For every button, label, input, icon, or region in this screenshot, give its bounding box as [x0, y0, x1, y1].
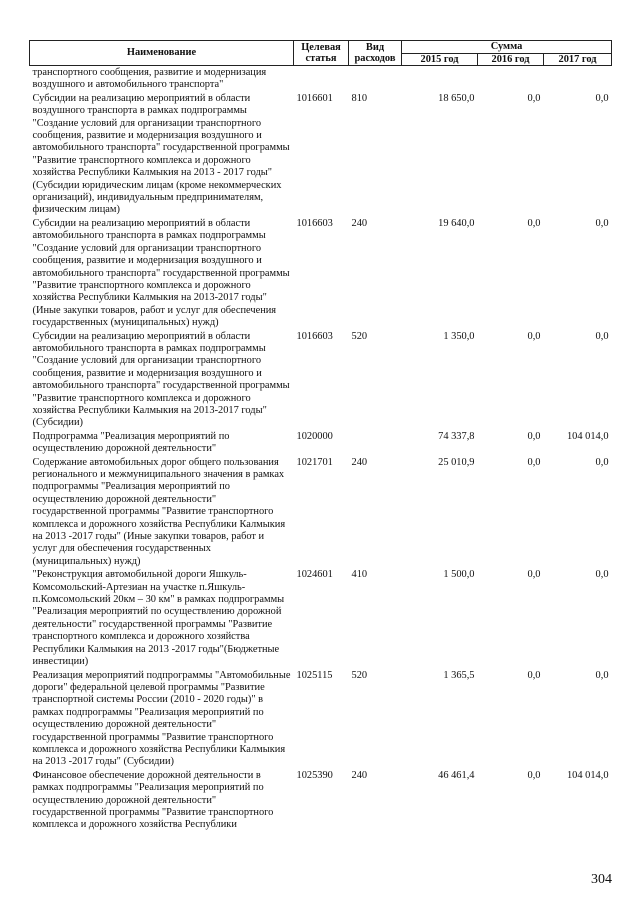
row-target-article: 1021701 — [296, 456, 333, 468]
row-name: Финансовое обеспечение дорожной деятельности в рамках подпрограммы "Реализация мероприятий по осуществлению дорожной деятельности" государственной программы "Развитие транспортного комплекса и дорожного хозяйства Республики — [32, 769, 274, 831]
row-sum-2016: 0,0 — [527, 669, 541, 681]
table-body — [30, 66, 612, 832]
row-name: Содержание автомобильных дорог общего пользования регионального и межмуниципального значения в рамках подпрограммы "Реализация мероприятий по осуществлению дорожной деятельности" государственной программы "Развитие транспортного комплекса и дорожного хозяйства Республики Калмыкия на 2013 -2017 годы" (Иные закупки товаров, работ и услуг для обеспечения государственных (муниципальных) нужд) — [32, 456, 286, 567]
table-row — [30, 92, 612, 217]
header-2016: 2016 год — [478, 53, 544, 66]
header-target-article-line1: Целевая — [301, 41, 341, 53]
row-sum-2017 — [544, 66, 612, 92]
row-target-article: 1016601 — [296, 92, 333, 104]
row-sum-2017: 0,0 — [595, 330, 609, 342]
row-sum-2017: 104 014,0 — [566, 769, 609, 781]
header-target-article — [294, 41, 349, 66]
table-row — [30, 568, 612, 668]
table-row — [30, 66, 612, 92]
row-name: Субсидии на реализацию мероприятий в области автомобильного транспорта в рамках подпрограммы "Создание условий для организации транспортного сообщения, развитие и модернизация воздушного и автомобильного транспорта" государственной программы "Развитие транспортного комплекса и дорожного хозяйства Республики Калмыкия на 2013-2017 годы" (Иные закупки товаров, работ и услуг для обеспечения государственных (муниципальных) нужд) — [32, 217, 290, 329]
row-sum-2016: 0,0 — [527, 330, 541, 342]
row-target-article — [294, 66, 349, 92]
row-expense-type — [349, 430, 402, 456]
header-2015: 2015 год — [402, 53, 478, 66]
row-sum-2016: 0,0 — [527, 430, 541, 442]
row-sum-2015: 46 461,4 — [438, 769, 475, 781]
row-name: Реализация мероприятий подпрограммы "Автомобильные дороги" федеральной целевой программы "Развитие транспортной системы России (2010 - 2020 годы)" в рамках подпрограммы "Реализация мероприятий по осуществлению дорожной деятельности" государственной программы "Развитие транспортного комплекса и дорожного хозяйства Республики Калмыкия на 2013 -2017 годы" (Субсидии) — [32, 669, 291, 768]
row-target-article: 1024601 — [296, 569, 333, 581]
header-expense-type — [349, 41, 402, 66]
row-target-article: 1020000 — [296, 430, 333, 442]
row-sum-2015 — [402, 66, 478, 92]
page-number: 304 — [591, 872, 612, 887]
row-sum-2015: 1 365,5 — [443, 669, 475, 681]
row-sum-2015: 19 640,0 — [438, 217, 475, 229]
row-sum-2015: 1 350,0 — [443, 330, 475, 342]
row-sum-2015: 18 650,0 — [438, 92, 475, 104]
row-expense-type: 810 — [351, 92, 368, 104]
row-sum-2015: 25 010,9 — [438, 456, 475, 468]
row-name: Субсидии на реализацию мероприятий в области автомобильного транспорта в рамках подпрограммы "Создание условий для организации транспортного сообщения, развитие и модернизация воздушного и автомобильного транспорта" государственной программы "Развитие транспортного комплекса и дорожного хозяйства Республики Калмыкия на 2013-2017 годы" (Субсидии) — [32, 330, 290, 429]
row-sum-2016 — [478, 66, 544, 92]
row-sum-2015: 1 500,0 — [443, 569, 475, 581]
row-sum-2017: 0,0 — [595, 456, 609, 468]
row-sum-2017: 0,0 — [595, 569, 609, 581]
header-sum: Сумма — [402, 41, 612, 54]
table-row — [30, 669, 612, 769]
table-row — [30, 330, 612, 430]
row-sum-2016: 0,0 — [527, 456, 541, 468]
table-header — [30, 41, 612, 66]
table-row — [30, 456, 612, 569]
row-name: Субсидии на реализацию мероприятий в области воздушного транспорта в рамках подпрограммы "Создание условий для организации транспортного сообщения, развитие и модернизация воздушного и автомобильного транспорта" государственной программы "Развитие транспортного комплекса и дорожного хозяйства Республики Калмыкия на 2013 - 2017 годы" (Субсидии юридическим лицам (кроме некоммерческих организаций), индивидуальным предпринимателям, физическим лицам) — [32, 92, 290, 216]
header-name: Наименование — [30, 41, 294, 66]
row-sum-2017: 104 014,0 — [566, 430, 609, 442]
header-expense-type-line2: расходов — [354, 53, 396, 64]
row-expense-type: 240 — [351, 769, 368, 781]
row-expense-type: 240 — [351, 456, 368, 468]
header-2017: 2017 год — [544, 53, 612, 66]
row-sum-2016: 0,0 — [527, 769, 541, 781]
header-target-article-line2: статья — [305, 53, 337, 64]
row-target-article: 1025115 — [296, 669, 333, 681]
row-sum-2017: 0,0 — [595, 217, 609, 229]
row-target-article: 1016603 — [296, 217, 333, 229]
row-expense-type: 410 — [351, 569, 368, 581]
row-expense-type — [349, 66, 402, 92]
row-sum-2016: 0,0 — [527, 217, 541, 229]
table-row — [30, 217, 612, 330]
row-name: транспортного сообщения, развитие и модернизация воздушного и автомобильного транспорта" — [32, 67, 267, 91]
table-row — [30, 769, 612, 832]
row-target-article: 1016603 — [296, 330, 333, 342]
row-sum-2015: 74 337,8 — [438, 430, 475, 442]
table-row — [30, 430, 612, 456]
row-name: "Реконструкция автомобильной дороги Яшкуль-Комсомольский-Артезиан на участке п.Яшкуль-п.Комсомольский 20км – 30 км" в рамках подпрограммы "Реализация мероприятий по осуществлению дорожной деятельности" государственной программы "Развитие транспортного комплекса и дорожного хозяйства Республики Калмыкия на 2013 -2017 годы"(Бюджетные инвестиции) — [32, 569, 285, 668]
row-sum-2017: 0,0 — [595, 669, 609, 681]
row-target-article: 1025390 — [296, 769, 333, 781]
row-expense-type: 520 — [351, 669, 368, 681]
header-expense-type-line1: Вид — [365, 41, 385, 53]
row-sum-2016: 0,0 — [527, 92, 541, 104]
row-expense-type: 240 — [351, 217, 368, 229]
row-name: Подпрограмма "Реализация мероприятий по осуществлению дорожной деятельности" — [32, 430, 230, 455]
row-expense-type: 520 — [351, 330, 368, 342]
row-sum-2017: 0,0 — [595, 92, 609, 104]
budget-table — [29, 40, 612, 832]
row-sum-2016: 0,0 — [527, 569, 541, 581]
